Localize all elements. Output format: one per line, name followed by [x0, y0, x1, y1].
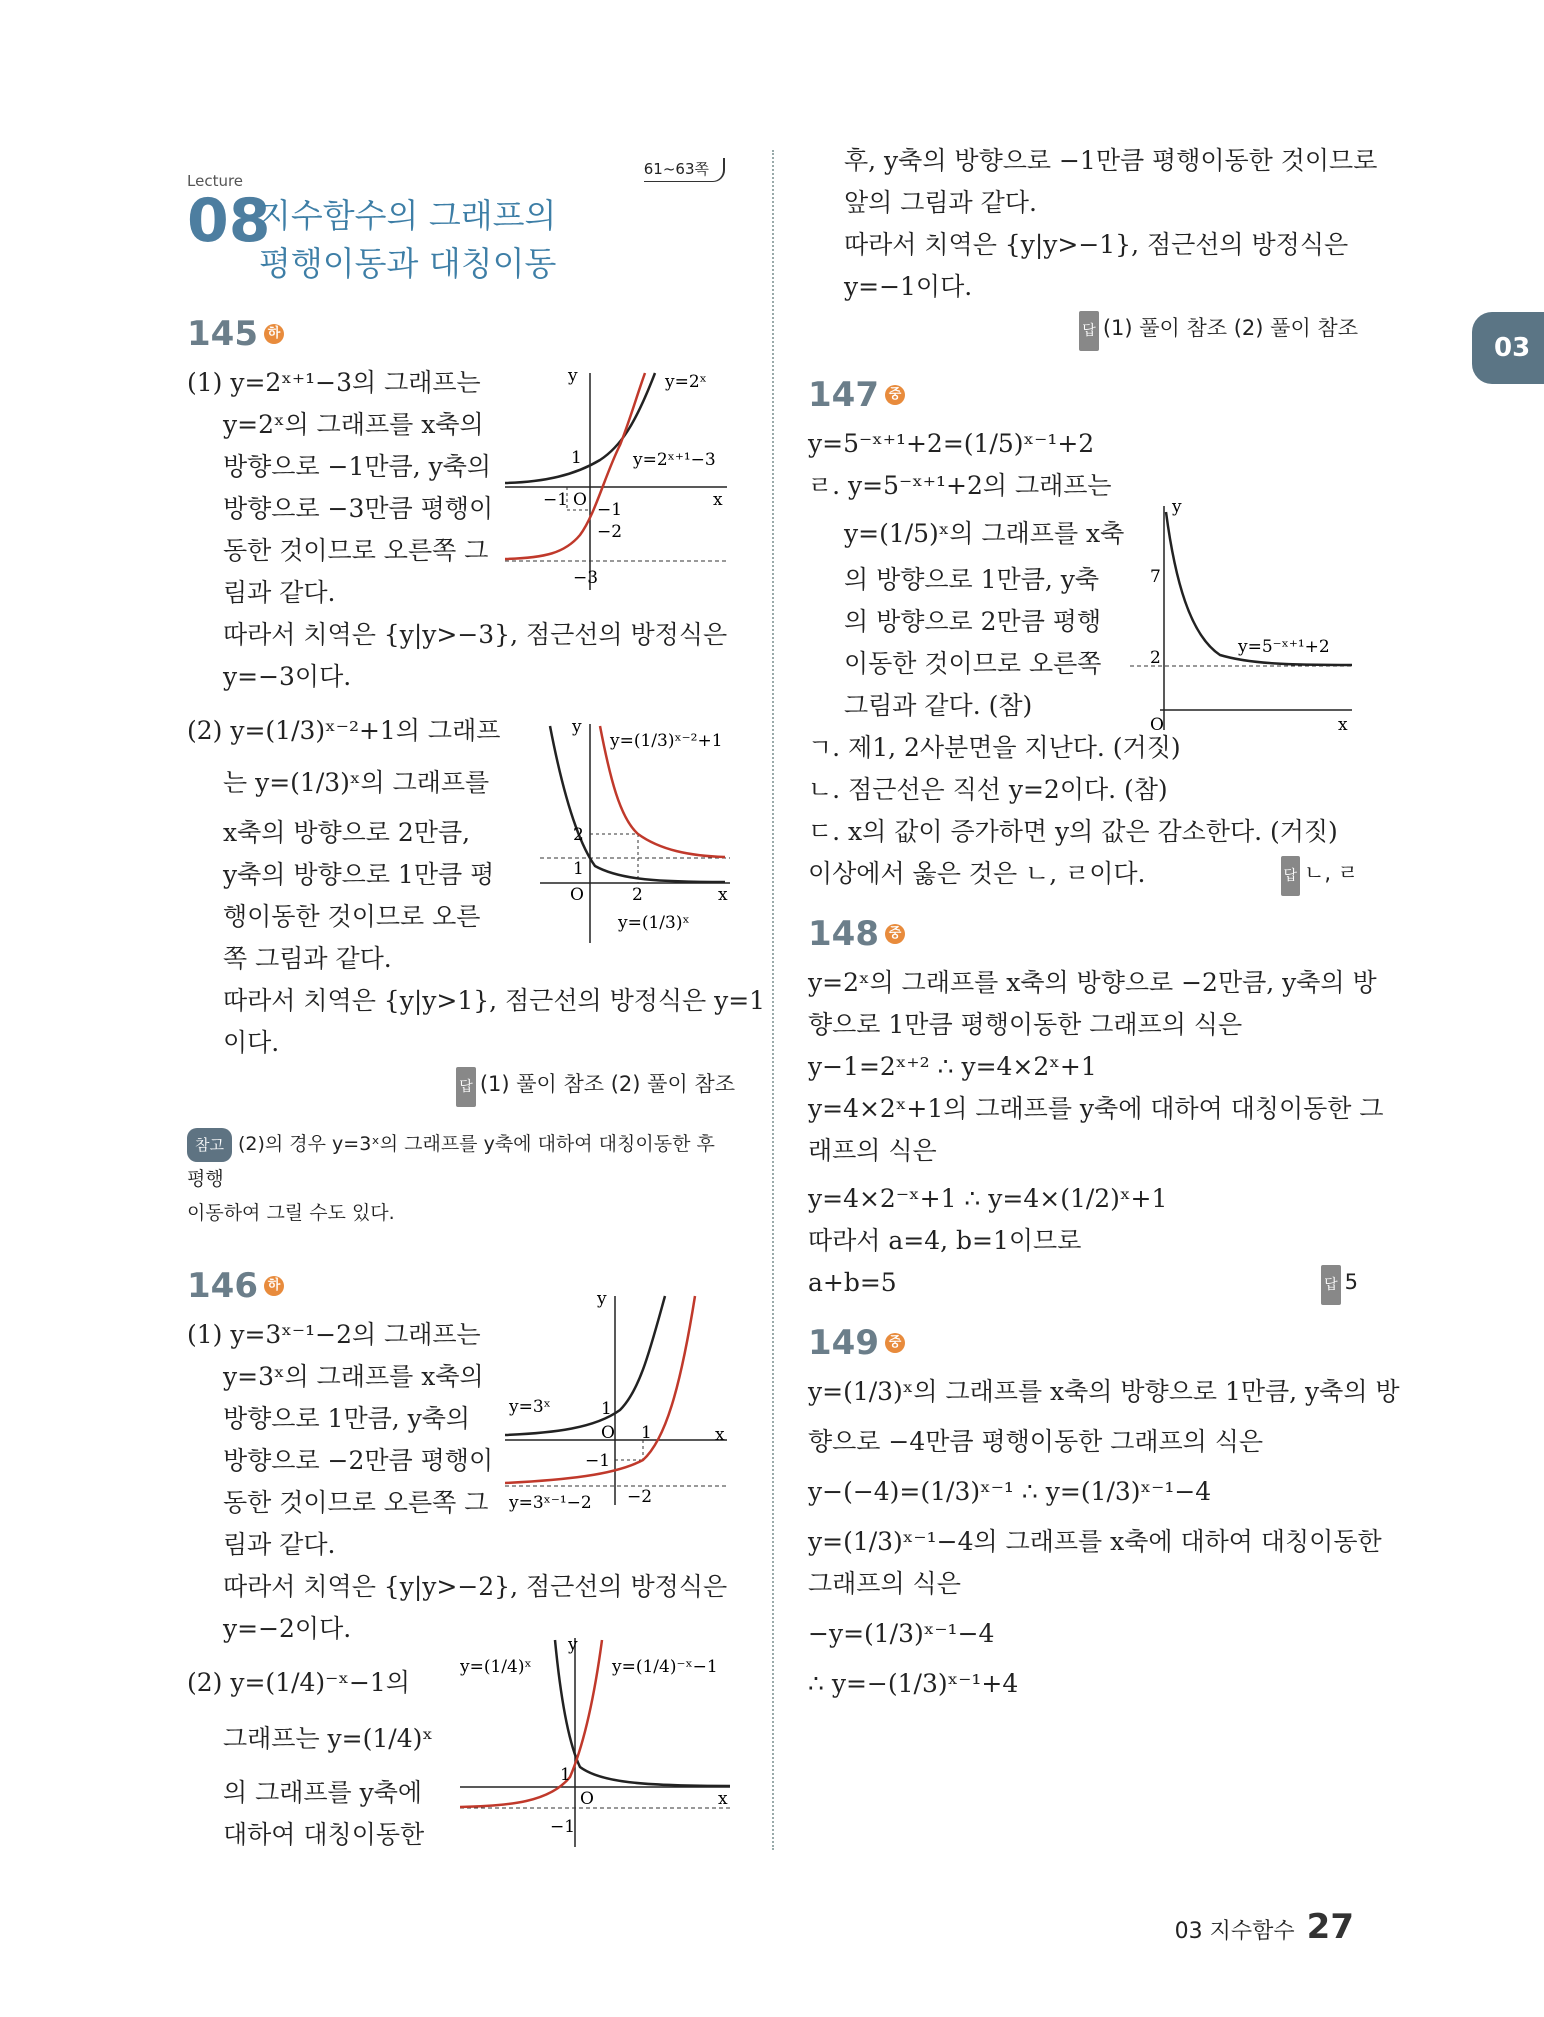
problem-147-body [808, 465, 1125, 727]
answer-icon: 답 [1079, 311, 1099, 351]
graph-label: 7 [1150, 567, 1161, 587]
problem-number: 148 [808, 914, 879, 954]
answer-icon: 답 [1321, 1265, 1341, 1305]
text-line: y=2ˣ의 그래프를 x축의 방향으로 −2만큼, y축의 방 [808, 968, 1377, 997]
graph-label: y [568, 1635, 578, 1655]
graph-label: y [568, 366, 578, 386]
text-line: 그래프는 y=(1/4)ˣ [223, 1724, 433, 1753]
graph-label: −1 [550, 1817, 576, 1837]
graph-label: O [1150, 715, 1164, 735]
graph-label: x [715, 1425, 725, 1445]
text-line: y−1=2ˣ⁺² ∴ y=4×2ˣ+1 [808, 1052, 1097, 1081]
graph-label: O [573, 490, 587, 510]
graph-label: O [601, 1423, 615, 1443]
text-line: (2) y=(1/3)ˣ⁻²+1의 그래프 [187, 716, 501, 745]
graph-146-1 [505, 1290, 735, 1520]
graph-label: 1 [641, 1423, 652, 1443]
text-line: 따라서 a=4, b=1이므로 [808, 1226, 1082, 1255]
problem-number: 149 [808, 1323, 879, 1363]
graph-label: 2 [632, 885, 643, 905]
problem-147-header [808, 375, 1358, 415]
graph-label: y [572, 718, 582, 737]
answer-text: (1) 풀이 참조 (2) 풀이 참조 [1102, 316, 1358, 340]
graph-label: y=(1/3)ˣ⁻²+1 [610, 731, 723, 751]
lecture-label: Lecture [187, 172, 244, 190]
answer-146 [808, 308, 1358, 351]
page-footer [1175, 1907, 1354, 1947]
text-line: 행이동한 것이므로 오른 [223, 902, 481, 931]
text-line: (1) y=3ˣ⁻¹−2의 그래프는 [187, 1320, 481, 1349]
text-line: ㄹ. y=5⁻ˣ⁺¹+2의 그래프는 [808, 471, 1112, 500]
problem-145-part2 [187, 710, 501, 980]
text-line: ㄴ. 점근선은 직선 y=2이다. (참) [808, 775, 1168, 804]
answer-147 [1281, 853, 1358, 896]
level-badge: 하 [264, 1276, 284, 1296]
graph-label: y=(1/3)ˣ [618, 913, 690, 933]
answer-145 [187, 1064, 735, 1107]
text-line: y=5⁻ˣ⁺¹+2=(1/5)ˣ⁻¹+2 [808, 429, 1095, 458]
text-line: ㄱ. 제1, 2사분면을 지난다. (거짓) [808, 733, 1181, 762]
level-badge: 중 [885, 924, 905, 944]
graph-label: −2 [597, 522, 623, 542]
text-line: y=3ˣ의 그래프를 x축의 [223, 1362, 484, 1391]
problem-number: 147 [808, 375, 879, 415]
graph-label: 1 [601, 1399, 612, 1419]
graph-label: y=2ˣ [665, 372, 707, 392]
conclusion-148 [808, 1262, 1358, 1305]
graph-label: −1 [597, 500, 623, 520]
graph-label: −2 [627, 1487, 653, 1507]
text-line: y=4×2ˣ+1의 그래프를 y축에 대하여 대칭이동한 그 [808, 1094, 1384, 1123]
answer-text: (1) 풀이 참조 (2) 풀이 참조 [479, 1072, 735, 1096]
graph-label: x [713, 490, 723, 510]
level-badge: 하 [264, 324, 284, 344]
conclusion-147 [808, 853, 1358, 896]
graph-147 [1130, 500, 1360, 740]
lecture-title-line2: 평행이동과 대칭이동 [259, 244, 557, 283]
text-line: (1) y=2ˣ⁺¹−3의 그래프는 [187, 368, 481, 397]
text-line: 향으로 −4만큼 평행이동한 그래프의 식은 [808, 1427, 1264, 1456]
answer-text: 5 [1344, 1270, 1358, 1294]
text-line: 향으로 1만큼 평행이동한 그래프의 식은 [808, 1010, 1243, 1039]
text-line: y=−2이다. [223, 1614, 352, 1643]
graph-label: x [1338, 715, 1348, 735]
text-line: 따라서 치역은 {y|y>1}, 점근선의 방정식은 y=1 [223, 986, 766, 1015]
text-line: y=−1이다. [844, 272, 973, 301]
note-text: (2)의 경우 y=3ˣ의 그래프를 y축에 대하여 대칭이동한 후 평행 [187, 1133, 715, 1190]
text-line: y=2ˣ의 그래프를 x축의 [223, 410, 484, 439]
text-line: 그림과 같다. (참) [844, 691, 1033, 720]
text-line: 이상에서 옳은 것은 ㄴ, ㄹ이다. [808, 859, 1146, 888]
graph-label: y=2ˣ⁺¹−3 [633, 450, 716, 470]
graph-label: 1 [560, 1765, 571, 1785]
text-line: ㄷ. x의 값이 증가하면 y의 값은 감소한다. (거짓) [808, 817, 1338, 846]
answer-148 [1321, 1262, 1358, 1305]
text-line: 이다. [223, 1028, 280, 1057]
text-line: 방향으로 −2만큼 평행이 [223, 1446, 494, 1475]
text-line: 방향으로 −3만큼 평행이 [223, 494, 494, 523]
problem-145-header [187, 314, 735, 354]
problem-148-header [808, 914, 1358, 954]
answer-text: ㄴ, ㄹ [1304, 861, 1358, 885]
problem-146-part1 [187, 1314, 494, 1566]
graph-label: y=3ˣ [509, 1397, 551, 1417]
text-line: a+b=5 [808, 1268, 897, 1297]
graph-145-1 [505, 365, 735, 595]
problem-number: 146 [187, 1266, 258, 1306]
note-line [187, 1127, 735, 1196]
graph-label: y [1172, 500, 1182, 517]
text-line: 앞의 그림과 같다. [844, 188, 1037, 217]
text-line: 그래프의 식은 [808, 1569, 961, 1598]
text-line: 방향으로 1만큼, y축의 [223, 1404, 471, 1433]
answer-icon: 답 [456, 1067, 476, 1107]
level-badge: 중 [885, 1333, 905, 1353]
text-line: 따라서 치역은 {y|y>−2}, 점근선의 방정식은 [223, 1572, 728, 1601]
lecture-title [259, 192, 556, 288]
text-line: 동한 것이므로 오른쪽 그 [223, 1488, 489, 1517]
graph-label: y=(1/4)⁻ˣ−1 [612, 1657, 718, 1677]
graph-146-2 [460, 1632, 740, 1852]
text-line: 방향으로 −1만큼, y축의 [223, 452, 492, 481]
text-line: 는 y=(1/3)ˣ의 그래프를 [223, 768, 490, 797]
text-line: 후, y축의 방향으로 −1만큼 평행이동한 것이므로 [844, 146, 1378, 175]
text-line: y축의 방향으로 1만큼 평 [223, 860, 495, 889]
note-tag: 참고 [187, 1128, 232, 1162]
graph-label: y=(1/4)ˣ [460, 1657, 532, 1677]
note-line: 이동하여 그릴 수도 있다. [187, 1202, 395, 1224]
graph-label: x [718, 885, 728, 905]
text-line: −y=(1/3)ˣ⁻¹−4 [808, 1619, 995, 1648]
text-line: 대하여 대칭이동한 [223, 1820, 425, 1849]
text-line: 따라서 치역은 {y|y>−3}, 점근선의 방정식은 [223, 620, 728, 649]
graph-label: 2 [1150, 648, 1161, 668]
graph-label: y=3ˣ⁻¹−2 [509, 1493, 592, 1513]
problem-number: 145 [187, 314, 258, 354]
graph-label: y=5⁻ˣ⁺¹+2 [1238, 637, 1330, 657]
graph-label: x [718, 1789, 728, 1809]
right-column [808, 140, 1400, 1705]
problem-145-part1 [187, 362, 494, 614]
graph-label: O [570, 885, 584, 905]
text-line: 의 그래프를 y축에 [223, 1778, 423, 1807]
text-line: 림과 같다. [223, 578, 336, 607]
graph-label: y [597, 1290, 607, 1309]
answer-icon: 답 [1281, 856, 1301, 896]
text-line: y=(1/3)ˣ⁻¹−4의 그래프를 x축에 대하여 대칭이동한 [808, 1527, 1382, 1556]
lecture-number: 08 [187, 186, 271, 256]
footer-label: 03 지수함수 [1174, 1919, 1295, 1944]
lecture-header [187, 140, 735, 300]
text-line: y=(1/5)ˣ의 그래프를 x축 [844, 519, 1125, 548]
text-line: 의 방향으로 1만큼, y축 [844, 565, 1100, 594]
lecture-title-line1: 지수함수의 그래프의 [259, 196, 557, 235]
text-line: 따라서 치역은 {y|y>−1}, 점근선의 방정식은 [844, 230, 1349, 259]
text-line: y=(1/3)ˣ의 그래프를 x축의 방향으로 1만큼, y축의 방 [808, 1377, 1400, 1406]
level-badge: 중 [885, 385, 905, 405]
text-line: y−(−4)=(1/3)ˣ⁻¹ ∴ y=(1/3)ˣ⁻¹−4 [808, 1477, 1212, 1506]
column-divider [772, 150, 774, 1850]
graph-label: O [580, 1789, 594, 1809]
graph-label: 1 [573, 859, 584, 879]
text-line: 의 방향으로 2만큼 평행 [844, 607, 1102, 636]
graph-label: 2 [573, 825, 584, 845]
text-line: x축의 방향으로 2만큼, [223, 818, 471, 847]
graph-label: −3 [573, 568, 599, 588]
problem-149-header [808, 1323, 1358, 1363]
text-line: ∴ y=−(1/3)ˣ⁻¹+4 [808, 1669, 1019, 1698]
page-range: 61~63쪽 [644, 158, 725, 182]
graph-label: −1 [585, 1451, 611, 1471]
chapter-tab[interactable]: 03 [1472, 312, 1544, 384]
page-number: 27 [1306, 1907, 1354, 1947]
text-line: 동한 것이므로 오른쪽 그 [223, 536, 489, 565]
text-line: 쪽 그림과 같다. [223, 944, 392, 973]
text-line: 래프의 식은 [808, 1136, 937, 1165]
graph-label: −1 [543, 490, 569, 510]
graph-145-2 [540, 718, 740, 948]
text-line: 이동한 것이므로 오른쪽 [844, 649, 1102, 678]
text-line: y=−3이다. [223, 662, 352, 691]
note-145 [187, 1127, 735, 1230]
problem-146-part2 [187, 1662, 487, 1856]
text-line: y=4×2⁻ˣ+1 ∴ y=4×(1/2)ˣ+1 [808, 1184, 1168, 1213]
text-line: 림과 같다. [223, 1530, 336, 1559]
text-line: (2) y=(1/4)⁻ˣ−1의 [187, 1668, 410, 1697]
graph-label: 1 [571, 448, 582, 468]
